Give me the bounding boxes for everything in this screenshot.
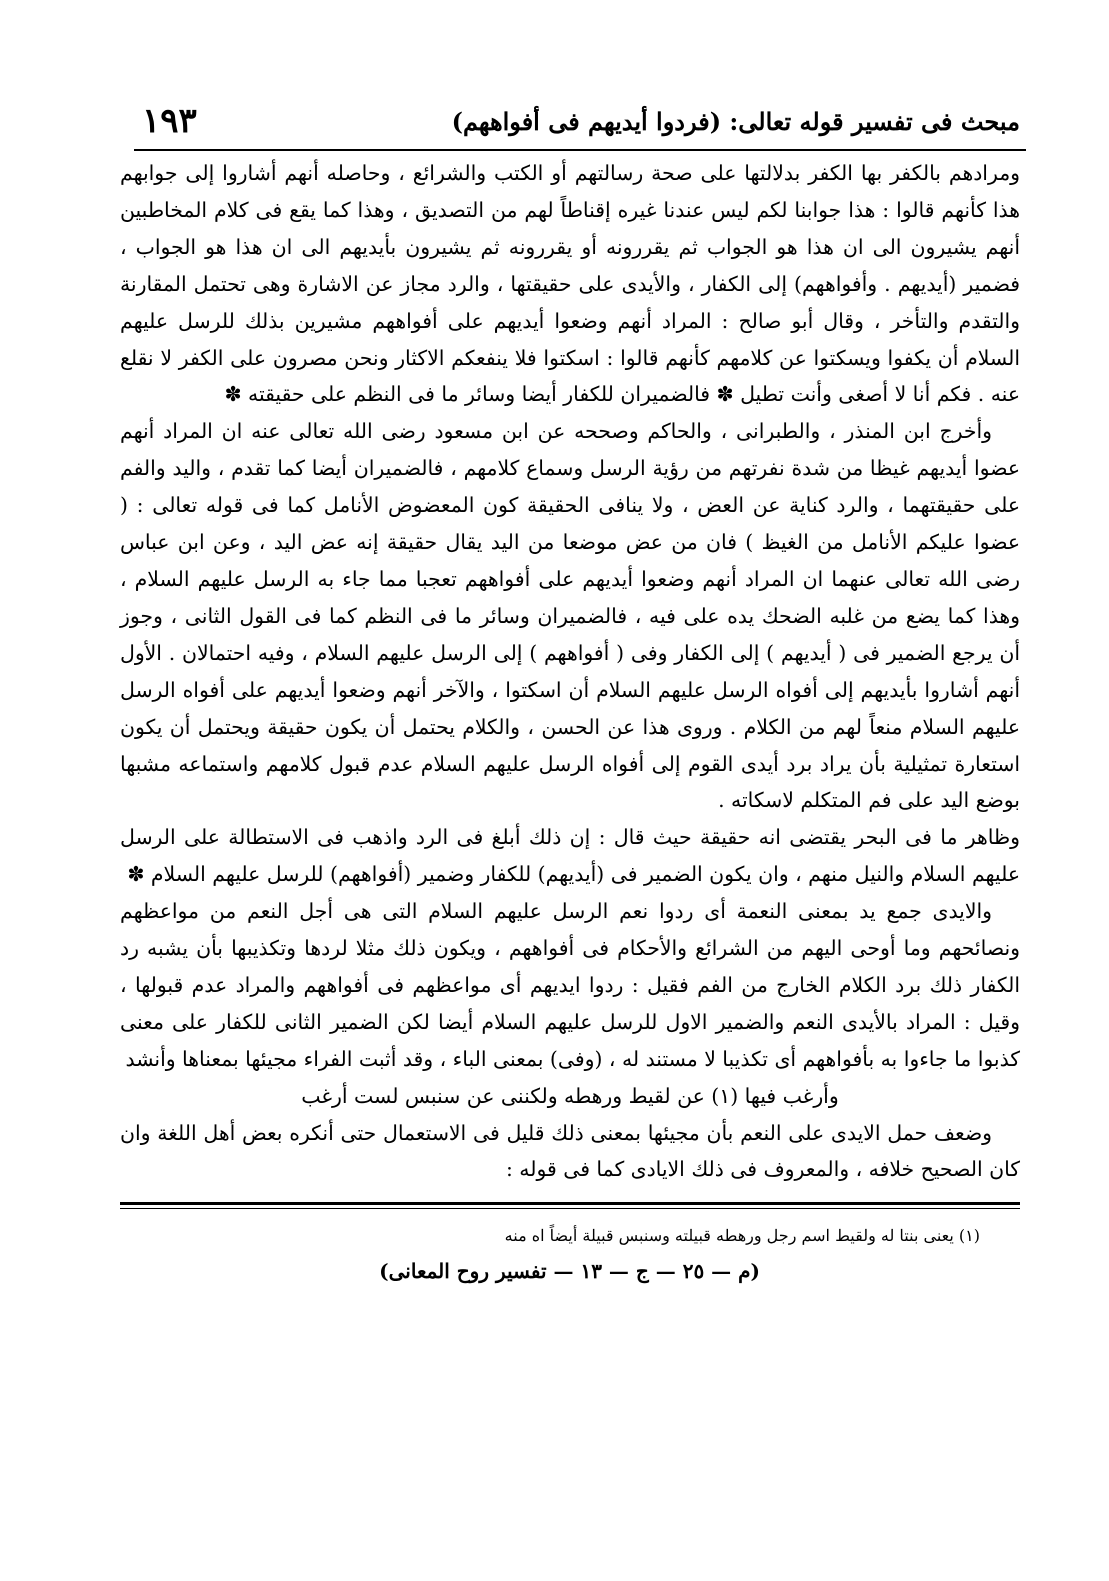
paragraph: وظاهر ما فى البحر يقتضى انه حقيقة حيث قال : إن ذلك أبلغ فى الرد واذهب فى الاستطالة على الرسل عليهم السلام والنيل منهم ، وان يكون الضمير فى (أيديهم) للكفار وضمير (أفواههم) للرسل عليهم السلام ✽ (120, 825, 1020, 887)
poetry-verse: وأرغب فيها (١) عن لقيط ورهطه ولكننى عن سنبس لست أرغب (301, 1083, 839, 1108)
page-header (120, 101, 1020, 149)
signature-line: (م — ٢٥ — ج — ١٣ — تفسير روح المعانى) (379, 1259, 760, 1284)
page (120, 101, 1020, 1284)
page-number: ١٩٣ (142, 101, 197, 141)
header-rule (134, 149, 1026, 151)
main-text (120, 155, 1020, 1188)
paragraph: وأخرج ابن المنذر ، والطبرانى ، والحاكم وصححه عن ابن مسعود رضى الله تعالى عنه ان المراد أنهم عضوا أيديهم غيظا من شدة نفرتهم من رؤية الرسل وسماع كلامهم ، فالضميران أيضا كما تقدم ، واليد والفم على حقيقتهما ، والرد كناية عن العض ، ولا ينافى الحقيقة كون المعضوض الأنامل كما فى قوله تعالى : ( عضوا عليكم الأنامل من الغيظ ) فان من عض موضعا من اليد يقال حقيقة إنه عض اليد ، وعن ابن عباس رضى الله تعالى عنهما ان المراد أنهم وضعوا أيديهم على أفواههم تعجبا مما جاء به الرسل عليهم السلام ، وهذا كما يضع من غلبه الضحك يده على فيه ، فالضميران وسائر ما فى النظم كما فى القول الثانى ، وجوز أن يرجع الضمير فى ( أيديهم ) إلى الكفار وفى ( أفواههم ) إلى الرسل عليهم السلام ، وفيه احتمالان . الأول أنهم أشاروا بأيديهم إلى أفواه الرسل عليهم السلام أن اسكتوا ، والآخر أنهم وضعوا أيديهم على أفواه الرسل عليهم السلام منعاً لهم من الكلام . وروى هذا عن الحسن ، والكلام يحتمل أن يكون حقيقة ويحتمل أن يكون استعارة تمثيلية بأن يراد برد أيدى القوم إلى أفواه الرسل عليهم السلام عدم قبول كلامهم واستماعه مشبها بوضع اليد على فم المتكلم لاسكاته . (120, 419, 1020, 813)
paragraph: وضعف حمل الايدى على النعم بأن مجيئها بمعنى ذلك قليل فى الاستعمال حتى أنكره بعض أهل اللغة وان كان الصحيح خلافه ، والمعروف فى ذلك الايادى كما فى قوله : (120, 1120, 1020, 1182)
running-title: مبحث فی تفسیر قوله تعالی: (فردوا أیدیهم فی أفواههم) (451, 107, 1020, 136)
paragraph: والايدى جمع يد بمعنى النعمة أى ردوا نعم الرسل عليهم السلام التى هى أجل النعم من مواعظهم ونصائحهم وما أوحى اليهم من الشرائع والأحكام فى أفواههم ، ويكون ذلك مثلا لردها وتكذيبها بأن يشبه رد الكفار ذلك برد الكلام الخارج من الفم فقيل : ردوا ايديهم أى مواعظهم فى أفواههم والمراد عدم قبولها ، وقيل : المراد بالأيدى النعم والضمير الاول للرسل عليهم السلام أيضا لكن الضمير الثانى للكفار على معنى كذبوا ما جاءوا به بأفواههم أى تكذيبا لا مستند له ، (وفى) بمعنى الباء ، وقد أثبت الفراء مجيئها بمعناها وأنشد (120, 899, 1020, 1071)
footnote-separator (120, 1202, 1020, 1209)
footnote: (١) يعنى بنتا له ولقيط اسم رجل ورهطه قبيلته وسنبس قبيلة أيضاً اه منه (504, 1226, 980, 1246)
paragraph: ومرادهم بالكفر بها الكفر بدلالتها على صحة رسالتهم أو الكتب والشرائع ، وحاصله أنهم أشاروا إلى جوابهم هذا كأنهم قالوا : هذا جوابنا لكم ليس عندنا غيره إقناطاً لهم من التصديق ، وهذا كما يقع فى كلام المخاطبين أنهم يشيرون الى ان هذا هو الجواب ثم يقررونه أو يقررونه ثم يشيرون بأيديهم الى ان هذا هو الجواب ، فضمير (أيديهم . وأفواههم) إلى الكفار ، والأيدى على حقيقتها ، والرد مجاز عن الاشارة وهى تحتمل المقارنة والتقدم والتأخر ، وقال أبو صالح : المراد أنهم وضعوا أيديهم على أفواههم مشيرين بذلك للرسل عليهم السلام أن يكفوا ويسكتوا عن كلامهم كأنهم قالوا : اسكتوا فلا ينفعكم الاكثار ونحن مصرون على الكفر لا نقلع عنه . فكم أنا لا أصغى وأنت تطيل ✽ فالضميران للكفار أيضا وسائر ما فى النظم على حقيقته ✽ (120, 161, 1020, 407)
